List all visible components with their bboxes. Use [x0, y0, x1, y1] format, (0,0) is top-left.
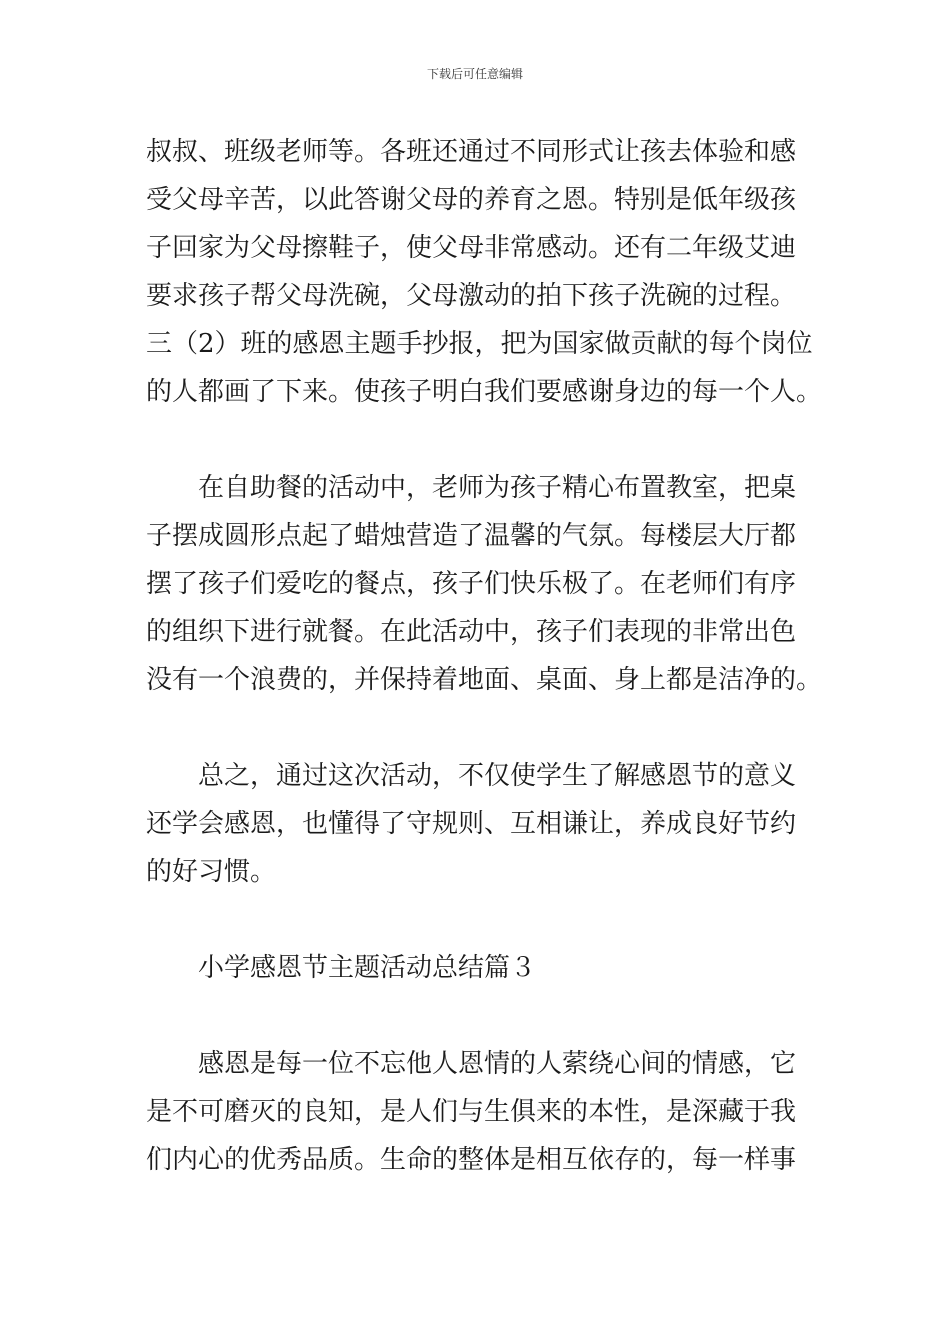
paragraph-1	[146, 128, 823, 416]
text-line: 还学会感恩，也懂得了守规则、互相谦让，养成良好节约	[146, 809, 797, 839]
text-line: 的好习惯。	[146, 857, 277, 887]
text-line: 总之，通过这次活动，不仅使学生了解感恩节的意义	[198, 761, 797, 791]
text-line: 子摆成圆形点起了蜡烛营造了温馨的气氛。每楼层大厅都	[146, 521, 797, 551]
paragraph-gap	[146, 896, 806, 944]
document-body	[146, 128, 823, 1184]
paragraph-3	[146, 752, 806, 896]
paragraph-gap	[146, 416, 806, 464]
section-title: 小学感恩节主题活动总结篇３	[198, 953, 537, 983]
text-line: 受父母辛苦，以此答谢父母的养育之恩。特别是低年级孩	[146, 185, 797, 215]
paragraph-gap	[146, 704, 806, 752]
text-line: 感恩是每一位不忘他人恩情的人萦绕心间的情感，它	[198, 1049, 797, 1079]
text-line: 的人都画了下来。使孩子明白我们要感谢身边的每一个人。	[146, 377, 823, 407]
paragraph-gap	[146, 992, 806, 1040]
text-line: 要求孩子帮父母洗碗，父母激动的拍下孩子洗碗的过程。	[146, 281, 797, 311]
text-line: 三（2）班的感恩主题手抄报，把为国家做贡献的每个岗位	[146, 329, 813, 359]
section-heading	[146, 944, 806, 992]
text-line: 的组织下进行就餐。在此活动中，孩子们表现的非常出色	[146, 617, 797, 647]
page-header: 下载后可任意编辑	[426, 67, 523, 81]
text-line: 没有一个浪费的，并保持着地面、桌面、身上都是洁净的。	[146, 665, 823, 695]
text-line: 叔叔、班级老师等。各班还通过不同形式让孩去体验和感	[146, 137, 797, 167]
text-line: 在自助餐的活动中，老师为孩子精心布置教室，把桌	[198, 473, 797, 503]
text-line: 是不可磨灭的良知，是人们与生俱来的本性，是深藏于我	[146, 1097, 797, 1127]
text-line: 子回家为父母擦鞋子，使父母非常感动。还有二年级艾迪	[146, 233, 797, 263]
paragraph-4	[146, 1040, 806, 1184]
text-line: 们内心的优秀品质。生命的整体是相互依存的，每一样事	[146, 1145, 797, 1175]
text-line: 摆了孩子们爱吃的餐点，孩子们快乐极了。在老师们有序	[146, 569, 797, 599]
paragraph-2	[146, 464, 823, 704]
